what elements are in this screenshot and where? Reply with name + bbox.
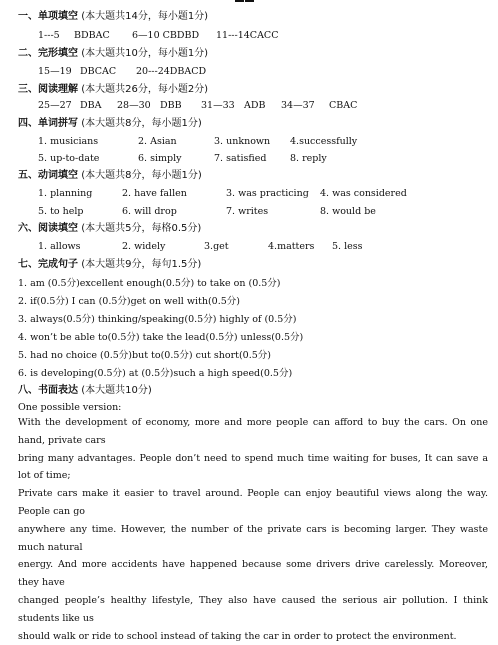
- s3-answers-1: DBA: [80, 100, 102, 111]
- s1-answers-2: 6—10 CBDBD: [132, 30, 200, 41]
- s5-item-8: 8. would be: [320, 206, 376, 217]
- s4-item-3: 3. unknown: [214, 136, 271, 147]
- s3-answers-2: DBB: [160, 100, 182, 111]
- s3-range-4: 34—37: [281, 100, 315, 111]
- s5-item-7: 7. writes: [226, 206, 269, 217]
- section-6-heading: 六、阅读填空 (本大题共5分，每格0.5分): [18, 223, 202, 234]
- s8-intro: One possible version:: [18, 402, 122, 413]
- s6-item-3: 3.get: [204, 241, 229, 252]
- s4-item-6: 6. simply: [138, 153, 182, 164]
- s8-essay-line-2: bring many advantages. People don’t need to spend much time waiting for buses, It can save a lot of time;: [18, 452, 488, 482]
- s7-sentence-5: 5. had no choice (0.5分)but to(0.5分) cut short(0.5分): [18, 350, 271, 361]
- s5-item-3: 3. was practicing: [226, 188, 309, 199]
- s2-range-1: 15—19: [38, 66, 72, 77]
- s2-answers-2: 20---24DBACD: [136, 66, 207, 77]
- s7-sentence-3: 3. always(0.5分) thinking/speaking(0.5分) highly of (0.5分): [18, 314, 297, 325]
- s6-item-5: 5. less: [332, 241, 363, 252]
- s4-item-1: 1. musicians: [38, 136, 99, 147]
- s2-answers-1: DBCAC: [80, 66, 117, 77]
- s5-item-5: 5. to help: [38, 206, 84, 217]
- s7-sentence-4: 4. won’t be able to(0.5分) take the lead(0.5分) unless(0.5分): [18, 332, 304, 343]
- s4-item-4: 4.successfully: [290, 136, 358, 147]
- s5-item-4: 4. was considered: [320, 188, 407, 199]
- section-7-heading: 七、完成句子 (本大题共9分，每句1.5分): [18, 259, 202, 270]
- s8-essay-line-7: should walk or ride to school instead of taking the car in order to protect the environment.: [18, 630, 457, 642]
- s1-answers-3: 11---14CACC: [216, 30, 279, 41]
- s5-item-6: 6. will drop: [122, 206, 177, 217]
- s3-range-1: 25—27: [38, 100, 72, 111]
- s7-sentence-1: 1. am (0.5分)excellent enough(0.5分) to take on (0.5分): [18, 278, 281, 289]
- s8-essay-line-1: With the development of economy, more and more people can afford to buy the cars. On one hand, private cars: [18, 417, 488, 446]
- s5-item-2: 2. have fallen: [122, 188, 187, 199]
- cropped-header-fragment: [235, 0, 265, 2]
- section-4-heading: 四、单词拼写 (本大题共8分，每小题1分): [18, 118, 202, 129]
- s4-item-8: 8. reply: [290, 153, 327, 164]
- s8-essay-line-4: anywhere any time. However, the number of the private cars is becoming larger. They waste much natural: [18, 523, 488, 553]
- s6-item-1: 1. allows: [38, 241, 81, 252]
- s8-essay-line-5: energy. And more accidents have happened because some drivers drive carelessly. Moreover, they have: [18, 559, 488, 589]
- s7-sentence-2: 2. if(0.5分) I can (0.5分)get on well with(0.5分): [18, 296, 240, 307]
- section-1-heading: 一、单项填空 (本大题共14分，每小题1分): [18, 11, 209, 22]
- s8-essay-line-6: changed people’s healthy lifestyle, They also have caused the serious air pollution. I think students like us: [18, 594, 488, 624]
- section-3-heading: 三、阅读理解 (本大题共26分，每小题2分): [18, 84, 209, 95]
- s8-essay-line-3: Private cars make it easier to travel around. People can enjoy beautiful views along the way. People can go: [18, 488, 488, 517]
- s4-item-2: 2. Asian: [138, 136, 177, 147]
- s4-item-5: 5. up-to-date: [38, 153, 100, 164]
- s3-range-2: 28—30: [117, 100, 151, 111]
- section-2-heading: 二、完形填空 (本大题共10分，每小题1分): [18, 48, 209, 59]
- s3-answers-4: CBAC: [329, 100, 358, 111]
- s4-item-7: 7. satisfied: [214, 153, 267, 164]
- section-8-heading: 八、书面表达 (本大题共10分): [18, 385, 152, 396]
- s6-item-2: 2. widely: [122, 241, 166, 252]
- s7-sentence-6: 6. is developing(0.5分) at (0.5分)such a high speed(0.5分): [18, 368, 293, 379]
- section-5-heading: 五、动词填空 (本大题共8分，每小题1分): [18, 170, 202, 181]
- s1-answers-1: BDBAC: [74, 30, 110, 41]
- s8-essay: [18, 414, 488, 645]
- s6-item-4: 4.matters: [268, 241, 315, 252]
- s1-range-1: 1---5: [38, 30, 60, 41]
- s5-item-1: 1. planning: [38, 188, 93, 199]
- s3-range-3: 31—33: [201, 100, 235, 111]
- s3-answers-3: ADB: [244, 100, 266, 111]
